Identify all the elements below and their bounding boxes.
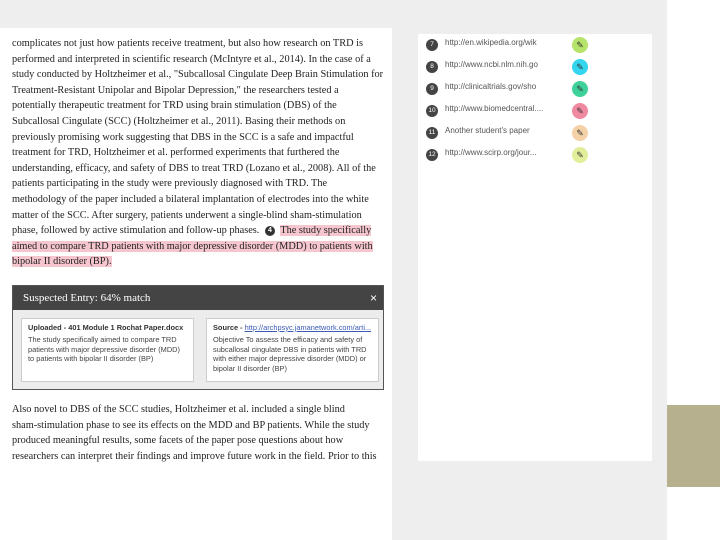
source-number: 9 [426,83,438,95]
source-row[interactable] [418,78,652,100]
source-row[interactable] [418,122,652,144]
highlighted-match[interactable]: aimed to compare TRD patients with major depressive disorder (MDD) to patients with [12,240,373,252]
text-line: Treatment-Resistant Unipolar and Bipolar Depression," the researchers tested a [12,84,339,96]
source-title [213,323,372,332]
source-number: 11 [426,127,438,139]
text-line: sham-stimulation phase to see its effects on the MDD and BP patients. While the study [12,419,370,431]
suspected-entry-popup [12,285,384,390]
source-card [206,318,379,382]
uploaded-text: The study specifically aimed to compare TRD patients with major depressive disorder (MDD) to patients with bipolar II disorder (BP) [28,335,180,364]
text-line: researchers can interpret their findings and improve future work in the field. Prior to this [12,450,377,462]
text-line: performed and interpreted in scientific research (McIntyre et al., 2014). In the case of a [12,53,371,65]
side-bar-bottom [667,487,720,540]
suspected-entry-header [13,286,383,310]
source-url[interactable]: http://www.ncbi.nlm.nih.go [445,60,538,69]
close-icon[interactable]: × [369,291,377,305]
source-url[interactable]: http://www.biomedcentral.... [445,104,544,113]
text-line: methodology of the paper included a bilateral implantation of electrodes into the white [12,193,369,205]
text-line: matter of the SCC. After surgery, patients underwent a single-blind sham-stimulation [12,209,362,221]
source-text: Objective To assess the efficacy and safety of subcallosal cingulate DBS in patients with TRD with either major depressive disorder (MDD) or bipolar II disorder (BP) [213,335,367,373]
side-bar-top [667,0,720,405]
source-row[interactable] [418,34,652,56]
source-number: 12 [426,149,438,161]
text-line: study conducted by Holtzheimer et al., "Subcallosal Cingulate Deep Brain Stimulation for [12,69,384,81]
uploaded-card [21,318,194,382]
source-url[interactable]: http://www.scirp.org/jour... [445,148,537,157]
source-url[interactable]: http://clinicaltrials.gov/sho [445,82,537,91]
text-line: previously promising work suggesting that DBS in the SCC is a safe and impactful [12,131,354,143]
pen-icon[interactable]: ✎ [572,59,588,75]
text-line: potentially therapeutic treatment for TRD using brain stimulation (DBS) of the [12,100,337,112]
pen-icon[interactable]: ✎ [572,81,588,97]
text-line: treatment for TRD, Holtzheimer et al. performed experiments that furthered the [12,147,340,159]
text-line: Also novel to DBS of the SCC studies, Holtzheimer et al. included a single blind [12,404,345,415]
text-line: patients participating in the study were previously diagnosed with TRD. The [12,178,328,190]
document-view [0,28,392,540]
pen-icon[interactable]: ✎ [572,147,588,163]
pen-icon[interactable]: ✎ [572,125,588,141]
text-line: Subcallosal Cingulate (SCC) (Holtzheimer et al., 2011). Basing their methods on [12,115,346,127]
highlighted-match[interactable]: The study specifically [280,225,372,237]
text-before-highlight: phase, followed by active stimulation and follow-up phases. [12,225,260,237]
highlighted-match[interactable]: bipolar II disorder (BP). [12,256,112,268]
text-line [12,223,384,239]
source-link[interactable]: http://archpsyc.jamanetwork.com/arti... [244,323,372,332]
source-row[interactable] [418,144,652,166]
uploaded-title: Uploaded - 401 Module 1 Rochat Paper.docx [28,323,184,332]
source-url[interactable]: http://en.wikipedia.org/wik [445,38,537,47]
text-line [12,254,384,270]
citation-badge[interactable]: 4 [265,226,275,236]
pen-icon[interactable]: ✎ [572,103,588,119]
text-line: produced meaningful results, some facets of the paper pose questions about how [12,435,344,447]
suspected-entry-title: Suspected Entry: 64% match [23,292,151,304]
source-row[interactable] [418,56,652,78]
source-number: 10 [426,105,438,117]
source-row[interactable] [418,100,652,122]
sources-panel [418,34,652,461]
text-line: understanding, efficacy, and safety of DBS to treat TRD (Lozano et al., 2008). All of the [12,162,376,174]
text-line [12,239,384,255]
source-number: 7 [426,39,438,51]
source-number: 8 [426,61,438,73]
text-line: complicates not just how patients receive treatment, but also how research on TRD is [12,38,363,49]
paragraph-2 [12,402,384,464]
pen-icon[interactable]: ✎ [572,37,588,53]
paragraph-1 [12,36,384,270]
slide-side-bar [667,0,720,540]
source-title-prefix: Source - [213,323,245,332]
source-url[interactable]: Another student's paper [445,126,530,135]
side-bar-accent [667,405,720,487]
